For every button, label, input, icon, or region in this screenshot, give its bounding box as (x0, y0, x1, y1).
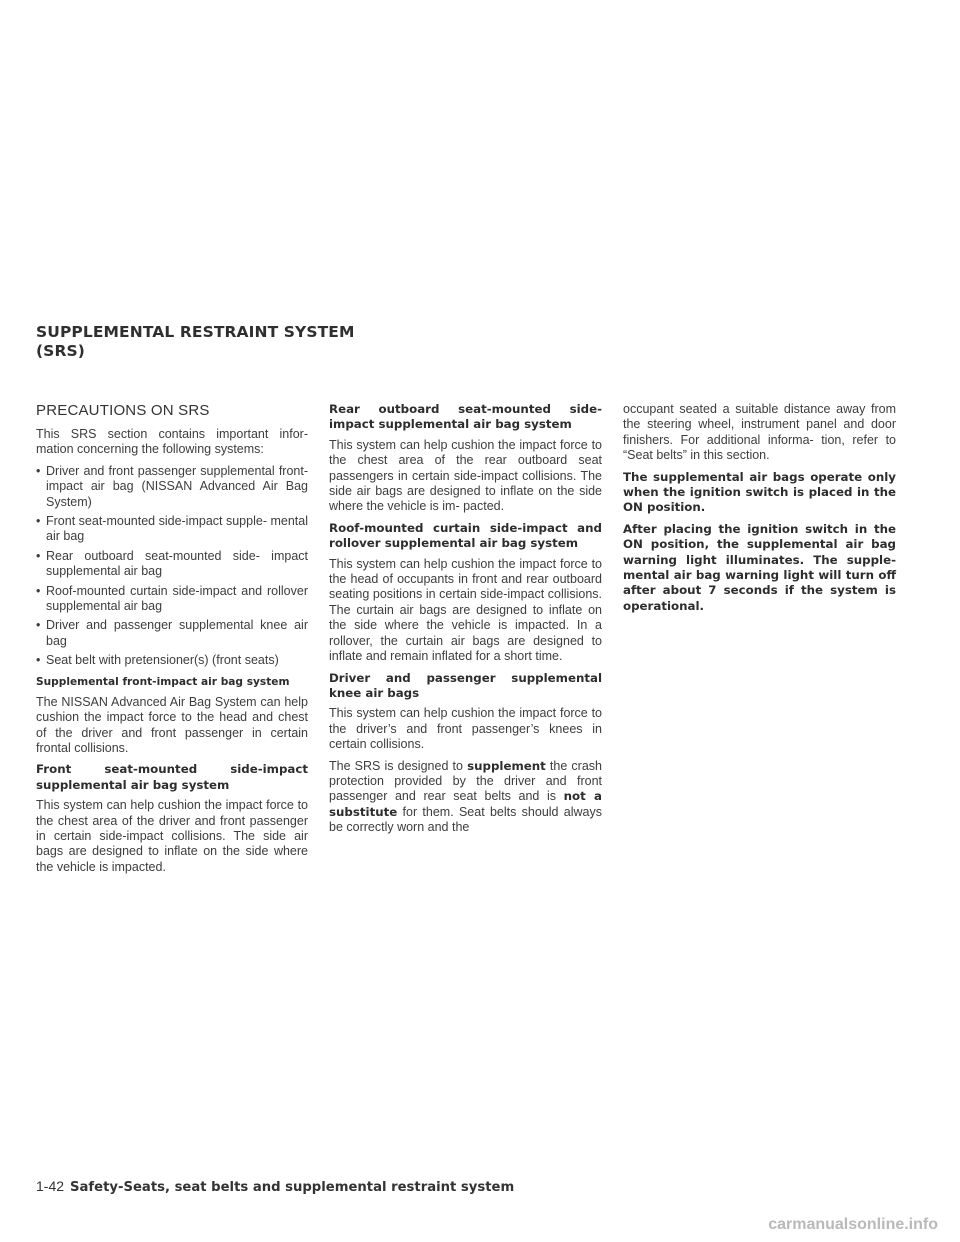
knee-airbag-paragraph: This system can help cushion the impact force to the driver’s and front passenger’s knees in certain collisions. (329, 706, 602, 752)
column-3 (623, 402, 896, 620)
section-title-line2: (SRS) (36, 342, 85, 360)
srs-text-e: for them. Seat belts should always be correctly worn and the (329, 804, 602, 835)
list-item: • Roof-mounted curtain side-impact and rollover supplemental air bag (36, 584, 308, 615)
ignition-on-warning: The supplemental air bags operate only when the ignition switch is placed in the ON position. (623, 469, 896, 515)
column-2 (329, 402, 602, 842)
supplement-emphasis: supplement (467, 758, 546, 773)
front-side-impact-paragraph: This system can help cushion the impact force to the chest area of the driver and front passenger in certain side-impact collisions. The side air bags are designed to inflate on the side where the vehicle is impacted. (36, 798, 308, 874)
front-side-impact-heading: Front seat-mounted side-impact supplemental air bag system (36, 762, 308, 792)
list-item: • Seat belt with pretensioner(s) (front seats) (36, 653, 308, 668)
curtain-airbag-heading: Roof-mounted curtain side-impact and rollover supplemental air bag system (329, 520, 602, 551)
page-footer (36, 1177, 514, 1197)
list-item: • Rear outboard seat-mounted side- impact supplemental air bag (36, 549, 308, 580)
knee-airbag-heading: Driver and passenger supplemental knee air bags (329, 670, 602, 700)
srs-text-c: the crash protection provided by the driver and front passenger and rear seat belts and is (329, 758, 602, 804)
front-impact-heading: Supplemental front-impact air bag system (36, 675, 290, 688)
list-item: • Driver and front passenger supplemental front-impact air bag (NISSAN Advanced Air Bag System) (36, 464, 308, 510)
warning-light-note: After placing the ignition switch in the ON position, the supplemental air bag warning light illuminates. The supple- mental air bag warning light will turn off after about 7 seconds if the system is operational. (623, 521, 896, 613)
intro-paragraph: This SRS section contains important infor- mation concerning the following systems: (36, 427, 308, 457)
list-item: • Front seat-mounted side-impact supple- mental air bag (36, 514, 308, 545)
rear-side-impact-heading: Rear outboard seat-mounted side- impact supplemental air bag system (329, 402, 602, 432)
continued-paragraph: occupant seated a suitable distance away from the steering wheel, instrument panel and door finishers. For additional informa- tion, refer to “Seat belts” in this section. (623, 402, 896, 463)
precautions-heading: PRECAUTIONS ON SRS (36, 402, 210, 419)
section-title (36, 323, 355, 361)
column-1 (36, 402, 308, 881)
rear-side-impact-paragraph: This system can help cushion the impact force to the chest area of the rear outboard seat passengers in certain side-impact collisions. The side air bags are designed to inflate on the side where the vehicle is im- pacted. (329, 437, 602, 514)
front-impact-paragraph: The NISSAN Advanced Air Bag System can help cushion the impact force to the head and chest of the driver and front passenger in certain frontal collisions. (36, 694, 308, 755)
chapter-title: Safety-Seats, seat belts and supplemental restraint system (70, 1180, 515, 1195)
section-title-line1: SUPPLEMENTAL RESTRAINT SYSTEM (36, 323, 355, 341)
list-item: • Driver and passenger supplemental knee air bag (36, 618, 308, 649)
not-substitute-emphasis: not a substitute (329, 789, 602, 819)
watermark: carmanualsonline.info (768, 1216, 938, 1233)
systems-list (36, 464, 308, 669)
srs-text-a: The SRS is designed to (329, 758, 463, 773)
page-number: 1-42 (36, 1178, 65, 1194)
srs-supplement-paragraph (329, 759, 602, 836)
curtain-airbag-paragraph: This system can help cushion the impact force to the head of occupants in front and rear outboard seating positions in certain side-impact collisions. The curtain air bags are designed to inflate on the side where the vehicle is impacted. In a rollover, the curtain air bags are designed to inflate and remain inflated for a short time. (329, 556, 602, 664)
